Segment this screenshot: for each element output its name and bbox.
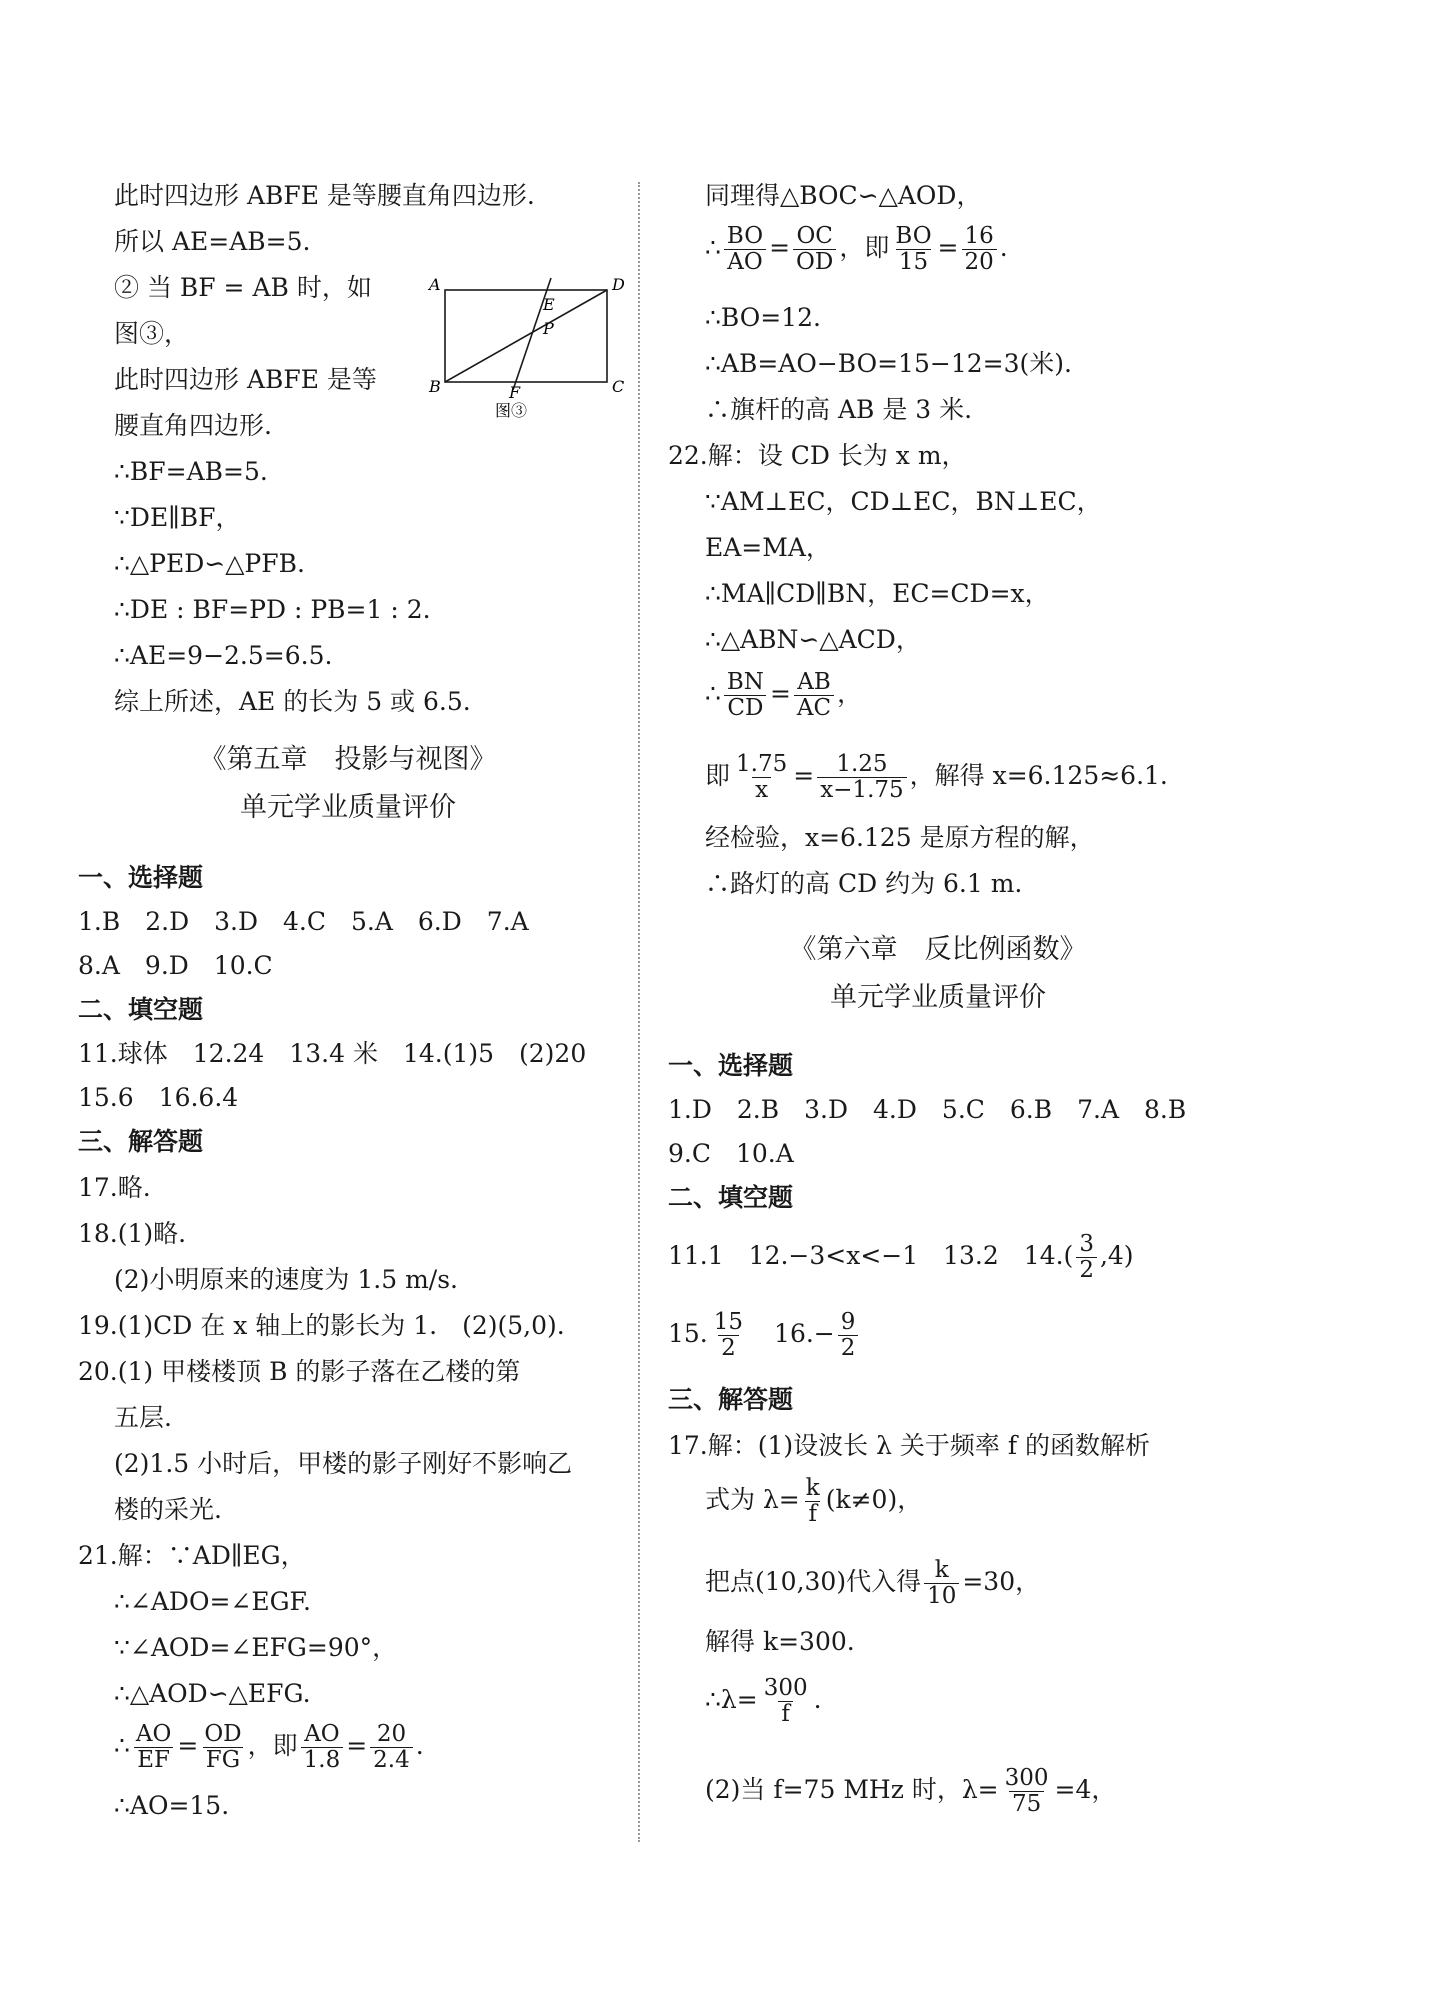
denominator: CD	[724, 695, 766, 721]
denominator: EF	[134, 1747, 173, 1773]
denominator: 2	[838, 1335, 859, 1361]
answer-line: 19.(1)CD 在 x 轴上的影长为 1. (2)(5,0).	[78, 1311, 565, 1340]
numerator: BO	[895, 223, 932, 249]
fraction	[724, 670, 767, 721]
answer-line: 经检验，x=6.125 是原方程的解，	[705, 823, 1095, 852]
numerator: BO	[726, 223, 764, 249]
numerator: OC	[796, 223, 833, 249]
fraction	[803, 1476, 823, 1527]
denominator: 2	[718, 1335, 739, 1361]
fraction-line	[705, 1470, 922, 1530]
numerator: 20	[376, 1721, 407, 1747]
fraction	[817, 752, 906, 803]
fraction-line	[668, 1304, 861, 1364]
answer-line: 11.球体 12.24 13.4 米 14.(1)5 (2)20	[78, 1039, 587, 1068]
text-line: ∴△PED∽△PFB.	[114, 549, 305, 578]
denominator: 20	[962, 249, 997, 275]
section-heading: 三、解答题	[668, 1385, 794, 1414]
fraction	[794, 670, 834, 721]
label-e: E	[543, 295, 555, 314]
numerator: BN	[726, 669, 764, 695]
fraction	[711, 1310, 746, 1361]
answer-line: ∴路灯的高 CD 约为 6.1 m.	[705, 869, 1023, 898]
text-line: 图③，	[114, 319, 190, 348]
chapter-title: 《第六章 反比例函数》	[789, 934, 1087, 965]
section-heading: 二、填空题	[668, 1183, 794, 1212]
math-text: 即	[705, 761, 731, 790]
fraction	[1076, 1232, 1097, 1283]
denominator: 75	[1009, 1791, 1044, 1817]
fraction	[133, 1722, 174, 1773]
text-line: ∴旗杆的高 AB 是 3 米.	[705, 395, 973, 424]
label-b: B	[429, 377, 441, 396]
answer-line: 8.A 9.D 10.C	[78, 951, 273, 980]
fraction-line	[668, 1226, 1134, 1286]
math-text: =	[937, 233, 959, 262]
section-heading: 一、选择题	[668, 1051, 794, 1080]
answer-line: ∴∠ADO=∠EGF.	[114, 1587, 311, 1616]
fraction	[724, 224, 766, 275]
denominator: f	[778, 1701, 793, 1727]
answer-line: 楼的采光.	[114, 1495, 222, 1524]
math-text: =	[769, 679, 791, 708]
fraction	[962, 224, 997, 275]
math-text: 16.−	[749, 1319, 835, 1348]
denominator: AO	[724, 249, 765, 275]
denominator: FG	[203, 1747, 243, 1773]
answer-line: ∵AM⊥EC，CD⊥EC，BN⊥EC，	[705, 487, 1102, 516]
answer-line: ∵∠AOD=∠EFG=90°，	[114, 1633, 398, 1662]
math-text: ∴λ=	[705, 1685, 758, 1714]
label-c: C	[612, 377, 625, 396]
answer-line: 解得 k=300.	[705, 1627, 855, 1656]
text-line: ∴AB=AO−BO=15−12=3(米).	[705, 349, 1072, 378]
text-line: ∵DE∥BF，	[114, 503, 241, 532]
figure-3	[425, 270, 625, 420]
math-text: .	[415, 1731, 424, 1760]
numerator: AO	[135, 1721, 172, 1747]
text-line: ② 当 BF = AB 时，如	[114, 273, 372, 302]
answer-line: 20.(1) 甲楼楼顶 B 的影子落在乙楼的第	[78, 1357, 521, 1386]
answer-line: 17.略.	[78, 1173, 151, 1202]
chapter-title: 《第五章 投影与视图》	[199, 744, 497, 775]
numerator: k	[805, 1475, 820, 1501]
math-text: 15.	[668, 1319, 708, 1348]
math-text: =30，	[962, 1567, 1041, 1596]
answer-line: ∴△AOD∽△EFG.	[114, 1679, 311, 1708]
answer-line: 1.D 2.B 3.D 4.D 5.C 6.B 7.A 8.B	[668, 1095, 1187, 1124]
math-text: 把点(10,30)代入得	[705, 1567, 922, 1596]
denominator: x−1.75	[817, 777, 906, 803]
answer-line: 9.C 10.A	[668, 1139, 794, 1168]
math-text: ，即	[247, 1731, 298, 1760]
math-text: =4，	[1054, 1775, 1117, 1804]
math-text: =	[793, 761, 815, 790]
answer-line: 15.6 16.6.4	[78, 1083, 239, 1112]
answer-line: (2)小明原来的速度为 1.5 m/s.	[114, 1265, 458, 1294]
section-heading: 一、选择题	[78, 863, 204, 892]
denominator: 2	[1076, 1257, 1097, 1283]
label-d: D	[612, 275, 625, 294]
fraction	[1002, 1766, 1052, 1817]
fraction	[201, 1722, 244, 1773]
denominator: f	[805, 1501, 820, 1527]
text-line: 同理得△BOC∽△AOD，	[705, 181, 982, 210]
denominator: 10	[924, 1583, 959, 1609]
numerator: 9	[840, 1309, 856, 1335]
fraction-line	[705, 1670, 822, 1730]
answer-line: EA=MA，	[705, 533, 831, 562]
math-text: ，解得 x=6.125≈6.1.	[909, 761, 1168, 790]
fraction	[733, 752, 790, 803]
answer-line: 18.(1)略.	[78, 1219, 187, 1248]
text-line: 此时四边形 ABFE 是等腰直角四边形.	[114, 181, 535, 210]
math-text: 式为 λ=	[705, 1485, 800, 1514]
numerator: 1.25	[836, 751, 888, 777]
answer-line: 17.解：(1)设波长 λ 关于频率 f 的函数解析	[668, 1431, 1151, 1460]
fraction	[793, 224, 836, 275]
answer-line: 21.解：∵AD∥EG，	[78, 1541, 306, 1570]
fraction	[370, 1722, 413, 1773]
text-line: ∴DE : BF=PD : PB=1 : 2.	[114, 595, 431, 624]
numerator: k	[934, 1557, 949, 1583]
math-text: .	[999, 233, 1008, 262]
denominator: 1.8	[301, 1747, 344, 1773]
label-p: P	[543, 319, 554, 338]
numerator: OD	[204, 1721, 242, 1747]
text-line: 综上所述，AE 的长为 5 或 6.5.	[114, 687, 471, 716]
math-text: =	[177, 1731, 199, 1760]
math-text: (k≠0)，	[825, 1485, 923, 1514]
denominator: OD	[793, 249, 836, 275]
column-divider	[638, 182, 640, 1842]
answer-line: ∴MA∥CD∥BN，EC=CD=x，	[705, 579, 1050, 608]
chapter-subtitle: 单元学业质量评价	[240, 792, 456, 823]
math-text: ∴	[705, 679, 721, 708]
fraction-line	[114, 1716, 424, 1776]
fraction	[761, 1676, 811, 1727]
math-text: =	[346, 1731, 368, 1760]
math-text: .	[813, 1685, 822, 1714]
fraction	[892, 224, 934, 275]
figure-caption: 图③	[495, 401, 528, 420]
math-text: ∴	[705, 233, 721, 262]
answer-line: 22.解：设 CD 长为 x m，	[668, 441, 967, 470]
fraction	[924, 1558, 959, 1609]
text-line: 腰直角四边形.	[114, 411, 272, 440]
denominator: AC	[794, 695, 834, 721]
math-text: (2)当 f=75 MHz 时，λ=	[705, 1775, 999, 1804]
section-heading: 三、解答题	[78, 1127, 204, 1156]
denominator: 15	[896, 249, 931, 275]
fraction-line	[705, 1552, 1040, 1612]
math-text: 11.1 12.−3<x<−1 13.2 14.(	[668, 1241, 1074, 1270]
label-f: F	[509, 383, 521, 402]
denominator: 2.4	[370, 1747, 413, 1773]
fraction-line	[705, 664, 862, 724]
chapter-subtitle: 单元学业质量评价	[830, 982, 1046, 1013]
answer-line: 1.B 2.D 3.D 4.C 5.A 6.D 7.A	[78, 907, 529, 936]
answer-line: ∴△ABN∽△ACD，	[705, 625, 921, 654]
math-text: ∴	[114, 1731, 130, 1760]
fraction-line	[705, 746, 1168, 806]
label-a: A	[429, 275, 441, 294]
numerator: 16	[964, 223, 994, 249]
fraction	[838, 1310, 859, 1361]
text-line: 所以 AE=AB=5.	[114, 227, 311, 256]
section-heading: 二、填空题	[78, 995, 204, 1024]
fraction	[301, 1722, 344, 1773]
answer-line: ∴AO=15.	[114, 1791, 230, 1820]
fraction-line	[705, 1760, 1116, 1820]
math-text: =	[769, 233, 791, 262]
numerator: AB	[797, 669, 831, 695]
numerator: AO	[304, 1721, 340, 1747]
math-text: ，即	[839, 233, 890, 262]
numerator: 3	[1079, 1231, 1094, 1257]
denominator: x	[752, 777, 771, 803]
fraction-line	[705, 218, 1008, 278]
text-line: ∴AE=9−2.5=6.5.	[114, 641, 333, 670]
answer-line: 五层.	[114, 1403, 172, 1432]
diagonal-bd	[445, 290, 607, 382]
numerator: 1.75	[736, 751, 788, 777]
numerator: 300	[763, 1675, 808, 1701]
math-text: ，	[837, 679, 863, 708]
math-text: ,4)	[1099, 1241, 1134, 1270]
numerator: 300	[1004, 1765, 1049, 1791]
text-line: 此时四边形 ABFE 是等	[114, 365, 377, 394]
text-line: ∴BO=12.	[705, 303, 821, 332]
answer-line: (2)1.5 小时后，甲楼的影子刚好不影响乙	[114, 1449, 573, 1478]
numerator: 15	[713, 1309, 744, 1335]
text-line: ∴BF=AB=5.	[114, 457, 268, 486]
